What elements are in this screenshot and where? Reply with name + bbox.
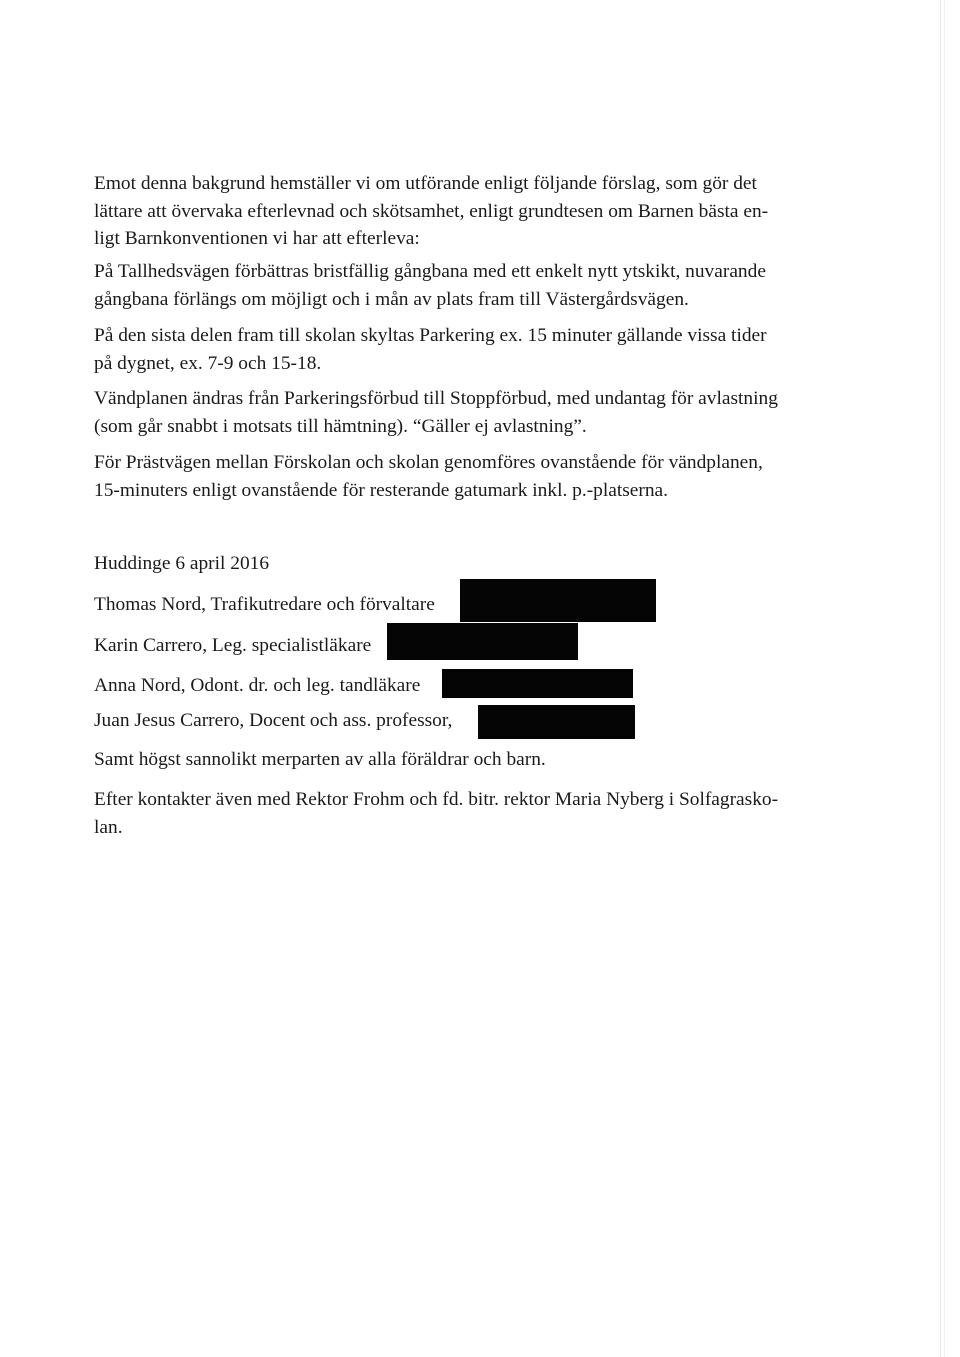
signatory-line: Karin Carrero, Leg. specialistläkare [94, 635, 372, 656]
scan-edge-line [940, 0, 941, 1357]
paragraph-tallhedsvagen: På Tallhedsvägen förbättras bristfällig gångbana med ett enkelt nytt ytskikt, nuvarande gångbana förlängs om möjligt och i mån av plats fram till Västergårdsvägen. [94, 261, 766, 310]
signatory-line: Thomas Nord, Trafikutredare och förvaltare [94, 594, 435, 615]
signatory-line: Juan Jesus Carrero, Docent och ass. professor, [94, 710, 453, 731]
redaction-box [478, 705, 635, 739]
closing-line: Samt högst sannolikt merparten av alla föräldrar och barn. [94, 749, 546, 770]
paragraph-intro: Emot denna bakgrund hemställer vi om utförande enligt följande förslag, som gör det lättare att övervaka efterlevnad och skötsamhet, enligt grundtesen om Barnen bästa en- ligt Barnkonventionen vi har att efterleva: [94, 173, 769, 249]
paragraph-prastvagen: För Prästvägen mellan Förskolan och skolan genomföres ovanstående för vändplanen, 15-minuters enligt ovanstående för resterande gatumark inkl. p.-platserna. [94, 452, 763, 501]
redaction-box [442, 669, 633, 698]
paragraph-turnaround: Vändplanen ändras från Parkeringsförbud till Stoppförbud, med undantag för avlastning (som går snabbt i motsats till hämtning). “Gäller ej avlastning”. [94, 388, 778, 437]
closing-line: Efter kontakter även med Rektor Frohm och fd. bitr. rektor Maria Nyberg i Solfagrasko- lan. [94, 789, 779, 838]
signatory-line: Anna Nord, Odont. dr. och leg. tandläkare [94, 675, 421, 696]
redaction-box [460, 579, 656, 622]
paragraph-parking-sign: På den sista delen fram till skolan skyltas Parkering ex. 15 minuter gällande vissa tider på dygnet, ex. 7-9 och 15-18. [94, 325, 767, 374]
redaction-box [387, 623, 578, 660]
scan-edge-line-secondary [944, 0, 945, 1357]
date-line: Huddinge 6 april 2016 [94, 553, 270, 574]
